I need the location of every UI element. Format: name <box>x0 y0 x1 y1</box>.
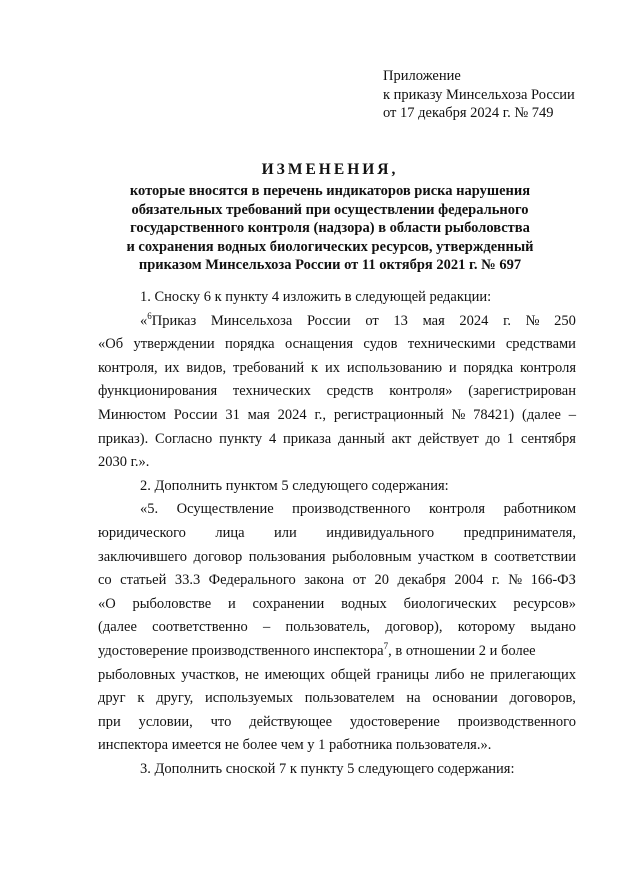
footnote-mark-6: 6 <box>147 310 152 321</box>
title-subtitle <box>60 182 600 275</box>
item-2-line: заключившего договор пользования рыболовным участком в соответствии <box>98 548 576 565</box>
subtitle-line: государственного контроля (надзора) в области рыболовства <box>130 220 530 236</box>
item-2-line-footnote: удостоверение производственного инспектора$^7$, в отношении 2 и более <box>98 641 536 659</box>
item-2-line: рыболовных участков, не имеющих общей границы либо не прилегающих <box>98 666 576 683</box>
item-1-line: функционирования технических средств контроля» (зарегистрирован <box>98 383 576 400</box>
item-2-line: инспектора имеется не более чем у 1 работника пользователя.». <box>98 737 492 754</box>
item-1-line: приказ). Согласно пункту 4 приказа данный акт действует до 1 сентября <box>98 430 576 447</box>
subtitle-line: и сохранения водных биологических ресурсов, утвержденный <box>126 238 534 255</box>
item-1-line: Минюстом России 31 мая 2024 г., регистрационный № 78421) (далее – <box>98 406 576 423</box>
footnote-mark-7: 7 <box>383 641 389 652</box>
item-1-line: «$^6$Приказ Минсельхоза России от 13 мая 2024 г. № 250 <box>140 310 576 329</box>
subtitle-line: которые вносятся в перечень индикаторов риска нарушения <box>129 183 531 199</box>
item-2-line: со статьей 33.3 Федерального закона от 20 декабря 2004 г. № 166-ФЗ <box>98 572 576 589</box>
item-1-line: «Об утверждении порядка оснащения судов техническими средствами <box>98 336 576 353</box>
title-heading: ИЗМЕНЕНИЯ, <box>261 161 399 178</box>
appendix-line-1: Приложение <box>383 68 461 84</box>
item-2-line: при условии, что действующее удостоверение производственного <box>98 713 576 730</box>
item-2-line: друг к другу, используемых пользователем на основании договоров, <box>98 690 576 707</box>
appendix-line-3: от 17 декабря 2024 г. № 749 <box>383 105 554 121</box>
appendix-block <box>383 67 575 123</box>
item-2-line: «О рыболовстве и сохранении водных биологических ресурсов» <box>98 595 576 612</box>
appendix-line-2: к приказу Минсельхоза России <box>383 86 575 103</box>
subtitle-line: приказом Минсельхоза России от 11 октября 2021 г. № 697 <box>138 257 522 273</box>
item-1-intro: 1. Сноску 6 к пункту 4 изложить в следующей редакции: <box>140 289 492 305</box>
item-2-line: (далее соответственно – пользователь, договор), которому выдано <box>98 619 576 636</box>
document-body <box>98 286 576 781</box>
subtitle-line: обязательных требований при осуществлении федерального <box>131 201 529 218</box>
item-2-line: юридического лица или индивидуального предпринимателя, <box>98 524 576 541</box>
item-1-line: 2030 г.». <box>98 454 150 471</box>
item-2-intro: 2. Дополнить пунктом 5 следующего содержания: <box>140 477 449 494</box>
item-2-line: «5. Осуществление производственного контроля работником <box>140 501 576 518</box>
item-1-line: контроля, их видов, требований к их использованию и порядка контроля <box>98 359 576 376</box>
document-title <box>60 160 600 275</box>
item-3-intro: 3. Дополнить сноской 7 к пункту 5 следующего содержания: <box>140 760 515 777</box>
